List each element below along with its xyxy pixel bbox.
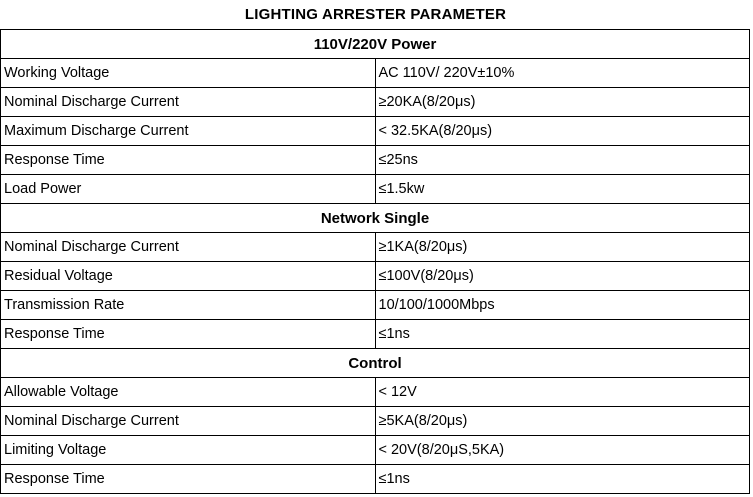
parameter-table bbox=[0, 29, 750, 494]
table-row bbox=[1, 59, 750, 88]
table-row bbox=[1, 233, 750, 262]
parameter-name: Transmission Rate bbox=[1, 291, 376, 320]
section-heading: Network Single bbox=[1, 204, 750, 233]
parameter-name: Working Voltage bbox=[1, 59, 376, 88]
parameter-value: ≥5KA(8/20μs) bbox=[375, 407, 750, 436]
parameter-name: Response Time bbox=[1, 320, 376, 349]
section-heading: 110V/220V Power bbox=[1, 30, 750, 59]
parameter-value: AC 110V/ 220V±10% bbox=[375, 59, 750, 88]
parameter-table-body bbox=[1, 30, 750, 494]
parameter-value: < 32.5KA(8/20μs) bbox=[375, 117, 750, 146]
section-heading: Control bbox=[1, 349, 750, 378]
parameter-value: ≤1.5kw bbox=[375, 175, 750, 204]
sheet-title: LIGHTING ARRESTER PARAMETER bbox=[244, 6, 507, 23]
table-row bbox=[1, 175, 750, 204]
table-row bbox=[1, 262, 750, 291]
parameter-name: Nominal Discharge Current bbox=[1, 88, 376, 117]
section-header-row bbox=[1, 349, 750, 378]
parameter-value: ≤100V(8/20μs) bbox=[375, 262, 750, 291]
table-row bbox=[1, 407, 750, 436]
parameter-value: ≤1ns bbox=[375, 465, 750, 494]
table-row bbox=[1, 88, 750, 117]
parameter-value: ≤25ns bbox=[375, 146, 750, 175]
table-row bbox=[1, 436, 750, 465]
parameter-value: 10/100/1000Mbps bbox=[375, 291, 750, 320]
parameter-name: Residual Voltage bbox=[1, 262, 376, 291]
table-row bbox=[1, 378, 750, 407]
parameter-name: Maximum Discharge Current bbox=[1, 117, 376, 146]
table-row bbox=[1, 465, 750, 494]
parameter-name: Limiting Voltage bbox=[1, 436, 376, 465]
parameter-name: Response Time bbox=[1, 465, 376, 494]
parameter-name: Response Time bbox=[1, 146, 376, 175]
table-row bbox=[1, 146, 750, 175]
parameter-value: ≥20KA(8/20μs) bbox=[375, 88, 750, 117]
parameter-name: Nominal Discharge Current bbox=[1, 233, 376, 262]
parameter-value: ≤1ns bbox=[375, 320, 750, 349]
parameter-name: Allowable Voltage bbox=[1, 378, 376, 407]
parameter-name: Nominal Discharge Current bbox=[1, 407, 376, 436]
table-row bbox=[1, 320, 750, 349]
table-row bbox=[1, 117, 750, 146]
section-header-row bbox=[1, 204, 750, 233]
parameter-value: ≥1KA(8/20μs) bbox=[375, 233, 750, 262]
table-row bbox=[1, 291, 750, 320]
parameter-value: < 20V(8/20μS,5KA) bbox=[375, 436, 750, 465]
parameter-name: Load Power bbox=[1, 175, 376, 204]
parameter-value: < 12V bbox=[375, 378, 750, 407]
section-header-row bbox=[1, 30, 750, 59]
